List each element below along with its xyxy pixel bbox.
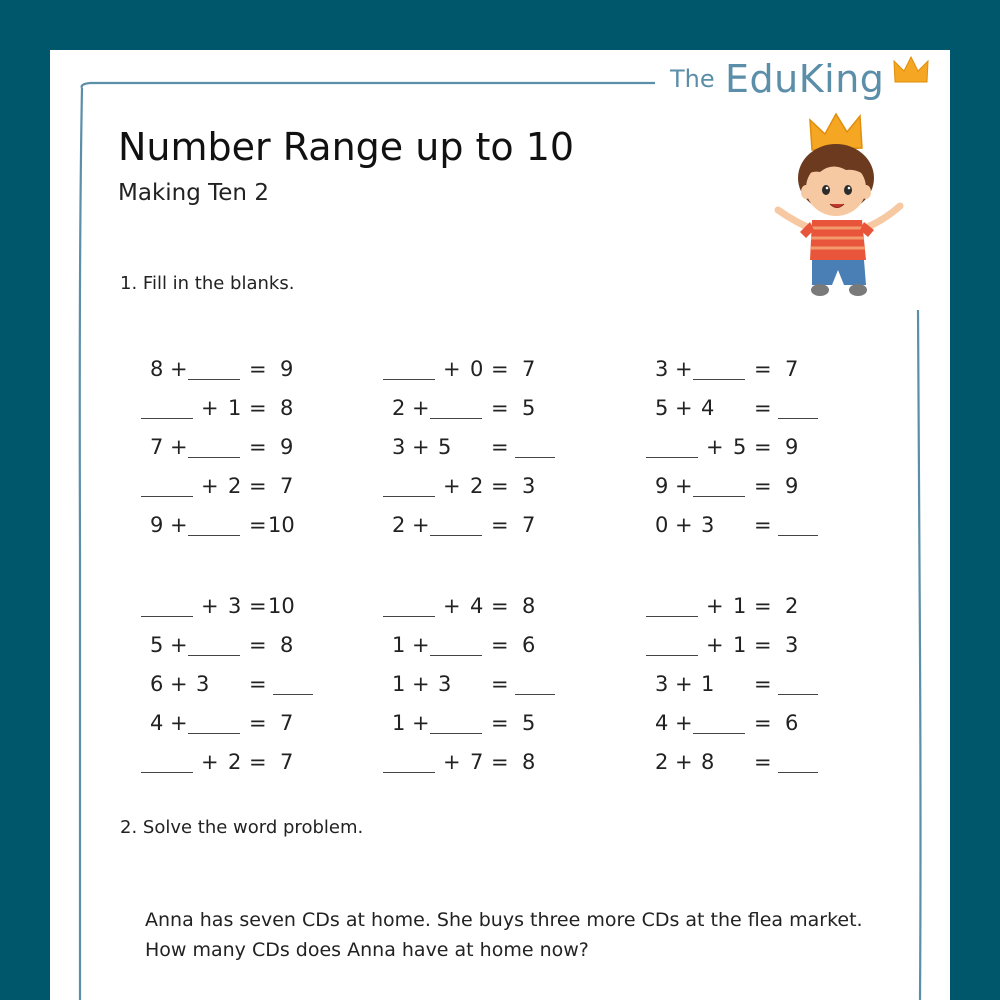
equals-sign: = [491, 513, 509, 537]
equals-sign: = [249, 435, 267, 459]
plus-sign: + [201, 750, 219, 774]
equals-sign: = [249, 357, 267, 381]
plus-sign: + [706, 435, 724, 459]
equation-operand: 8 [701, 750, 715, 774]
equation-result: 7 [280, 711, 294, 735]
equation-operand: 1 [228, 396, 242, 420]
equation-operand: 3 [438, 672, 452, 696]
word-problem-line: How many CDs does Anna have at home now? [145, 939, 589, 961]
equals-sign: = [754, 750, 772, 774]
equation-operand: 2 [228, 474, 242, 498]
equals-sign: = [491, 474, 509, 498]
answer-blank[interactable] [188, 379, 240, 380]
plus-sign: + [412, 711, 430, 735]
answer-blank[interactable] [430, 418, 482, 419]
equation-result: 7 [522, 357, 536, 381]
equals-sign: = [249, 711, 267, 735]
answer-blank[interactable] [141, 418, 193, 419]
equals-sign: = [249, 594, 267, 618]
page-title: Number Range up to 10 [118, 125, 575, 169]
equals-sign: = [754, 711, 772, 735]
equation-operand: 9 [655, 474, 669, 498]
plus-sign: + [675, 750, 693, 774]
equation-result: 7 [785, 357, 799, 381]
equals-sign: = [491, 750, 509, 774]
answer-blank[interactable] [430, 733, 482, 734]
equation-result: 10 [268, 594, 295, 618]
answer-blank[interactable] [141, 772, 193, 773]
equation-operand: 7 [470, 750, 484, 774]
equals-sign: = [249, 750, 267, 774]
equation-result: 8 [280, 396, 294, 420]
logo-prefix: The [670, 65, 715, 93]
equation-result: 9 [280, 435, 294, 459]
equation-operand: 8 [150, 357, 164, 381]
equation-operand: 3 [655, 672, 669, 696]
equation-result: 2 [785, 594, 799, 618]
answer-blank[interactable] [383, 772, 435, 773]
logo-name: EduKing [725, 57, 885, 101]
equation-operand: 2 [470, 474, 484, 498]
equation-result: 8 [522, 594, 536, 618]
worksheet [50, 50, 950, 1000]
equals-sign: = [754, 474, 772, 498]
equals-sign: = [491, 396, 509, 420]
equation-operand: 2 [392, 513, 406, 537]
equation-operand: 1 [733, 633, 747, 657]
word-problem-line: Anna has seven CDs at home. She buys three more CDs at the flea market. [145, 909, 863, 931]
plus-sign: + [443, 750, 461, 774]
answer-blank[interactable] [778, 694, 818, 695]
plus-sign: + [170, 672, 188, 696]
answer-blank[interactable] [141, 496, 193, 497]
equation-operand: 3 [196, 672, 210, 696]
equation-result: 9 [280, 357, 294, 381]
plus-sign: + [675, 513, 693, 537]
answer-blank[interactable] [141, 616, 193, 617]
equation-operand: 3 [392, 435, 406, 459]
equals-sign: = [491, 435, 509, 459]
equation-result: 5 [522, 711, 536, 735]
plus-sign: + [675, 474, 693, 498]
equation-operand: 5 [733, 435, 747, 459]
answer-blank[interactable] [188, 733, 240, 734]
equation-operand: 3 [228, 594, 242, 618]
equation-result: 3 [522, 474, 536, 498]
equation-result: 7 [280, 474, 294, 498]
question-2-heading: 2. Solve the word problem. [120, 817, 364, 838]
equation-result: 5 [522, 396, 536, 420]
plus-sign: + [170, 357, 188, 381]
equation-operand: 2 [228, 750, 242, 774]
word-problem [145, 905, 885, 965]
answer-blank[interactable] [693, 496, 745, 497]
equation-result: 6 [522, 633, 536, 657]
equation-operand: 2 [655, 750, 669, 774]
equals-sign: = [754, 396, 772, 420]
equals-sign: = [754, 594, 772, 618]
answer-blank[interactable] [646, 616, 698, 617]
plus-sign: + [412, 396, 430, 420]
answer-blank[interactable] [646, 457, 698, 458]
plus-sign: + [443, 357, 461, 381]
equals-sign: = [249, 396, 267, 420]
equals-sign: = [491, 711, 509, 735]
equation-operand: 4 [150, 711, 164, 735]
plus-sign: + [170, 711, 188, 735]
answer-blank[interactable] [515, 457, 555, 458]
equation-operand: 0 [655, 513, 669, 537]
equals-sign: = [754, 633, 772, 657]
equals-sign: = [754, 435, 772, 459]
plus-sign: + [412, 435, 430, 459]
equation-operand: 1 [392, 672, 406, 696]
equals-sign: = [491, 633, 509, 657]
equals-sign: = [249, 672, 267, 696]
answer-blank[interactable] [383, 379, 435, 380]
equals-sign: = [491, 672, 509, 696]
answer-blank[interactable] [430, 655, 482, 656]
plus-sign: + [675, 672, 693, 696]
plus-sign: + [443, 594, 461, 618]
answer-blank[interactable] [778, 535, 818, 536]
plus-sign: + [412, 633, 430, 657]
plus-sign: + [201, 594, 219, 618]
equation-operand: 3 [701, 513, 715, 537]
plus-sign: + [675, 711, 693, 735]
plus-sign: + [201, 474, 219, 498]
plus-sign: + [170, 513, 188, 537]
equation-operand: 2 [392, 396, 406, 420]
answer-blank[interactable] [188, 655, 240, 656]
equation-operand: 5 [655, 396, 669, 420]
answer-blank[interactable] [273, 694, 313, 695]
equals-sign: = [249, 513, 267, 537]
equals-sign: = [491, 594, 509, 618]
equation-operand: 1 [701, 672, 715, 696]
plus-sign: + [675, 357, 693, 381]
answer-blank[interactable] [188, 457, 240, 458]
answer-blank[interactable] [383, 616, 435, 617]
equation-operand: 9 [150, 513, 164, 537]
crown-icon [892, 55, 930, 85]
equation-result: 7 [280, 750, 294, 774]
equals-sign: = [249, 633, 267, 657]
equation-result: 9 [785, 435, 799, 459]
equals-sign: = [754, 357, 772, 381]
plus-sign: + [443, 474, 461, 498]
answer-blank[interactable] [515, 694, 555, 695]
equals-sign: = [754, 513, 772, 537]
plus-sign: + [170, 633, 188, 657]
equation-result: 8 [280, 633, 294, 657]
equation-result: 9 [785, 474, 799, 498]
plus-sign: + [706, 633, 724, 657]
answer-blank[interactable] [646, 655, 698, 656]
equation-result: 3 [785, 633, 799, 657]
equation-operand: 6 [150, 672, 164, 696]
equation-operand: 5 [438, 435, 452, 459]
equation-operand: 5 [150, 633, 164, 657]
question-1-heading: 1. Fill in the blanks. [120, 273, 295, 294]
plus-sign: + [706, 594, 724, 618]
plus-sign: + [412, 672, 430, 696]
answer-blank[interactable] [430, 535, 482, 536]
answer-blank[interactable] [188, 535, 240, 536]
equation-operand: 3 [655, 357, 669, 381]
page-subtitle: Making Ten 2 [118, 180, 269, 206]
equation-operand: 0 [470, 357, 484, 381]
boy-illustration [770, 110, 915, 305]
equation-operand: 1 [392, 633, 406, 657]
equals-sign: = [754, 672, 772, 696]
equation-operand: 4 [655, 711, 669, 735]
equation-operand: 7 [150, 435, 164, 459]
equation-result: 7 [522, 513, 536, 537]
answer-blank[interactable] [693, 379, 745, 380]
answer-blank[interactable] [778, 772, 818, 773]
equals-sign: = [249, 474, 267, 498]
equation-result: 6 [785, 711, 799, 735]
equation-operand: 1 [392, 711, 406, 735]
plus-sign: + [201, 396, 219, 420]
equation-result: 10 [268, 513, 295, 537]
equation-operand: 1 [733, 594, 747, 618]
answer-blank[interactable] [693, 733, 745, 734]
answer-blank[interactable] [383, 496, 435, 497]
answer-blank[interactable] [778, 418, 818, 419]
plus-sign: + [170, 435, 188, 459]
equals-sign: = [491, 357, 509, 381]
equation-operand: 4 [470, 594, 484, 618]
plus-sign: + [412, 513, 430, 537]
equation-result: 8 [522, 750, 536, 774]
equation-operand: 4 [701, 396, 715, 420]
plus-sign: + [675, 396, 693, 420]
